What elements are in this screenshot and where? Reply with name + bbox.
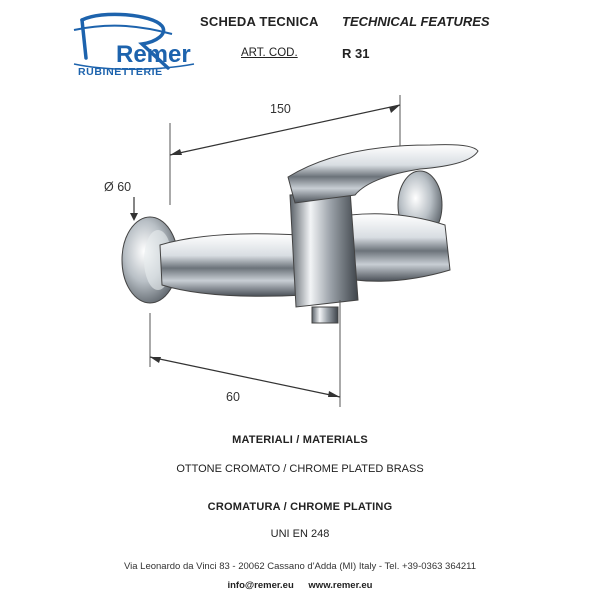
dimension-depth-label: 60 <box>226 390 240 404</box>
brand-name: Remer <box>116 41 191 68</box>
cartridge-housing <box>290 190 358 307</box>
article-code-value: R 31 <box>342 46 370 61</box>
article-code-label: ART. COD. <box>241 47 298 59</box>
mixer-lever <box>288 145 478 203</box>
footer-email-link[interactable]: info@remer.eu <box>227 580 294 591</box>
footer-contacts <box>0 580 600 591</box>
footer-address: Via Leonardo da Vinci 83 - 20062 Cassano d'Adda (MI) Italy - Tel. +39-0363 364211 <box>123 561 477 572</box>
title-english: TECHNICAL FEATURES <box>342 14 490 29</box>
outlet-body <box>350 214 450 282</box>
dimension-diameter-label: Ø 60 <box>104 180 132 194</box>
materials-value: OTTONE CROMATO / CHROME PLATED BRASS <box>176 463 424 475</box>
diameter-arrow <box>130 197 138 221</box>
outlet-nozzle <box>312 307 338 323</box>
footer-website-link[interactable]: www.remer.eu <box>308 580 373 591</box>
faucet-body <box>160 234 305 297</box>
plating-heading: CROMATURA / CHROME PLATING <box>207 501 393 513</box>
materials-heading: MATERIALI / MATERIALS <box>232 434 368 446</box>
title-italian: SCHEDA TECNICA <box>200 14 319 29</box>
brand-subtitle: RUBINETTERIE <box>78 66 163 78</box>
plating-value: UNI EN 248 <box>270 528 330 540</box>
faucet-technical-drawing <box>100 85 500 415</box>
dimension-width-label: 150 <box>270 102 291 116</box>
